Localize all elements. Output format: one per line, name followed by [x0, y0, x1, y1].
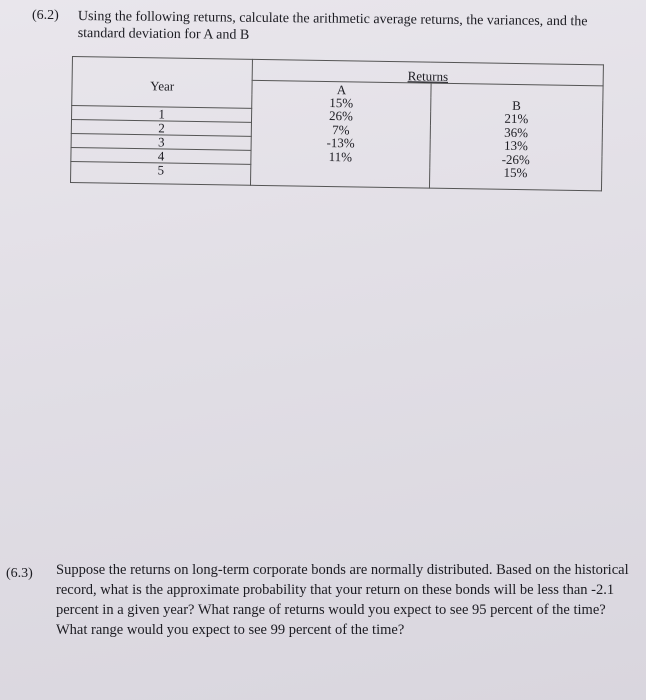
b-value-1: 21% — [504, 111, 529, 127]
question-6-3-text: Suppose the returns on long-term corporate bonds are normally distributed. Based on the historical record, what is the approximate probability that your return on these bonds will be less than -2.1 percent in a given year? What range of returns would you expect to see 95 percent of the time? What range would you expect to see 99 percent of the time? — [56, 562, 629, 638]
year-3: 3 — [71, 133, 251, 150]
a-value-4: -13% — [326, 135, 355, 151]
b-value-4: -26% — [501, 151, 530, 167]
year-header: Year — [150, 78, 175, 94]
year-4: 4 — [71, 147, 251, 164]
b-value-2: 36% — [504, 124, 529, 140]
column-a-values — [251, 95, 431, 188]
returns-group-header: Returns — [252, 59, 603, 86]
column-a-header: A — [252, 80, 431, 97]
question-6-3-number: (6.3) — [6, 566, 33, 581]
question-6-2-number: (6.2) — [32, 8, 59, 23]
year-2: 2 — [71, 120, 251, 137]
column-b-header: B — [512, 97, 522, 114]
question-6-2-text: Using the following returns, calculate the arithmetic average returns, the variances, and the standard deviation for A and B — [77, 8, 588, 43]
a-value-2: 26% — [329, 108, 354, 124]
year-5: 5 — [71, 161, 252, 185]
column-b-values — [429, 98, 603, 191]
a-value-5: 11% — [328, 148, 353, 164]
year-1: 1 — [72, 106, 252, 123]
a-value-1: 15% — [329, 95, 354, 111]
b-value-5: 15% — [503, 164, 528, 181]
returns-table — [70, 56, 604, 191]
a-value-3: 7% — [332, 121, 350, 138]
b-value-3: 13% — [503, 137, 528, 154]
